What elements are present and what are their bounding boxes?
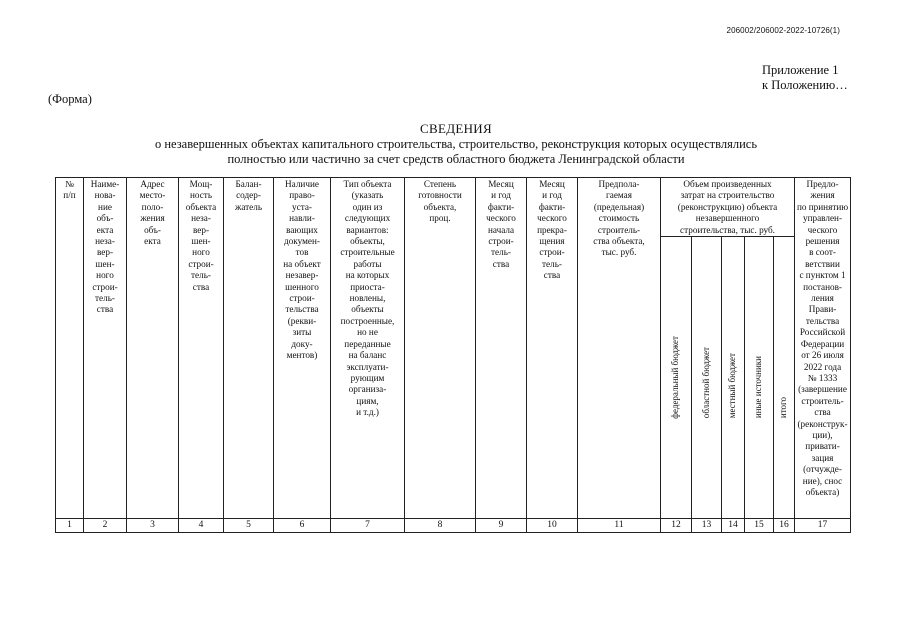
column-number: 5 xyxy=(224,519,274,533)
appendix-line-2: к Положению… xyxy=(762,78,848,92)
appendix-reference xyxy=(762,63,848,93)
subtitle-line-2: полностью или частично за счет средств областного бюджета Ленинградской области xyxy=(227,152,685,166)
column-number: 13 xyxy=(692,519,722,533)
subheader-label: иные источники xyxy=(753,356,764,419)
subheader-cell xyxy=(661,237,692,519)
column-number: 11 xyxy=(578,519,661,533)
header-row xyxy=(56,178,851,237)
header-cell: № п/п xyxy=(56,178,84,519)
column-number: 10 xyxy=(527,519,578,533)
column-number: 6 xyxy=(274,519,331,533)
header-cell: Предло- жения по принятию управлен- ческого решения в соот- ветствии с пунктом 1 постанов- ления Прави- тельства Российской Федерации от 26 июля 2022 года № 1333 (завершение строитель- ства (реконструк- ции), привати- зация (отчужде- ние), снос объекта) xyxy=(795,178,851,519)
header-cell: Адрес место- поло- жения объ- екта xyxy=(127,178,179,519)
header-cell: Балан- содер- жатель xyxy=(224,178,274,519)
header-cell: Месяц и год факти- ческого начала строи- тель- ства xyxy=(476,178,527,519)
column-number: 12 xyxy=(661,519,692,533)
column-number: 2 xyxy=(84,519,127,533)
subheader-label: областной бюджет xyxy=(700,347,711,419)
header-cell: Степень готовности объекта, проц. xyxy=(405,178,476,519)
subheader-cell xyxy=(774,237,795,519)
column-number: 3 xyxy=(127,519,179,533)
subheader-label: федеральный бюджет xyxy=(670,335,681,419)
subheader-cell xyxy=(745,237,774,519)
document-title: СВЕДЕНИЯ xyxy=(420,121,492,136)
header-cell: Наличие право- уста- навли- вающих докумен- тов на объект незавер- шенного строи- тельства (рекви- зиты доку- ментов) xyxy=(274,178,331,519)
subheader-label: итого xyxy=(778,397,789,419)
appendix-line-1: Приложение 1 xyxy=(762,63,839,77)
column-number: 4 xyxy=(179,519,224,533)
column-number: 9 xyxy=(476,519,527,533)
column-number: 14 xyxy=(722,519,745,533)
subheader-cell xyxy=(722,237,745,519)
form-label: (Форма) xyxy=(48,92,92,106)
subheader-label: местный бюджет xyxy=(727,353,738,419)
header-cell: Мощ- ность объекта неза- вер- шен- ного строи- тель- ства xyxy=(179,178,224,519)
information-table xyxy=(55,177,851,533)
header-cell: Наиме- нова- ние объ- екта неза- вер- шен- ного строи- тель- ства xyxy=(84,178,127,519)
column-number: 16 xyxy=(774,519,795,533)
column-number: 7 xyxy=(331,519,405,533)
column-number: 15 xyxy=(745,519,774,533)
subtitle-line-1: о незавершенных объектах капитального строительства, строительство, реконструкция которых осуществлялись xyxy=(154,137,758,151)
column-number: 17 xyxy=(795,519,851,533)
document-id: 206002/206002-2022-10726(1) xyxy=(726,26,840,35)
header-cell: Тип объекта (указать один из следующих вариантов: объекты, строительные работы на которых приоста- новлены, объекты построенные, но не переданные на баланс эксплуати- рующим организа- циям, и т.д.) xyxy=(331,178,405,519)
header-cell: Месяц и год факти- ческого прекра- щения строи- тель- ства xyxy=(527,178,578,519)
header-cell-costs: Объем произведенных затрат на строительство (реконструкцию) объекта незавершенного строительства, тыс. руб. xyxy=(661,178,795,237)
column-number: 1 xyxy=(56,519,84,533)
subheader-cell xyxy=(692,237,722,519)
column-number-row xyxy=(56,519,851,533)
document-subtitle xyxy=(0,137,900,167)
header-cell: Предпола- гаемая (предельная) стоимость строитель- ства объекта, тыс. руб. xyxy=(578,178,661,519)
column-number: 8 xyxy=(405,519,476,533)
